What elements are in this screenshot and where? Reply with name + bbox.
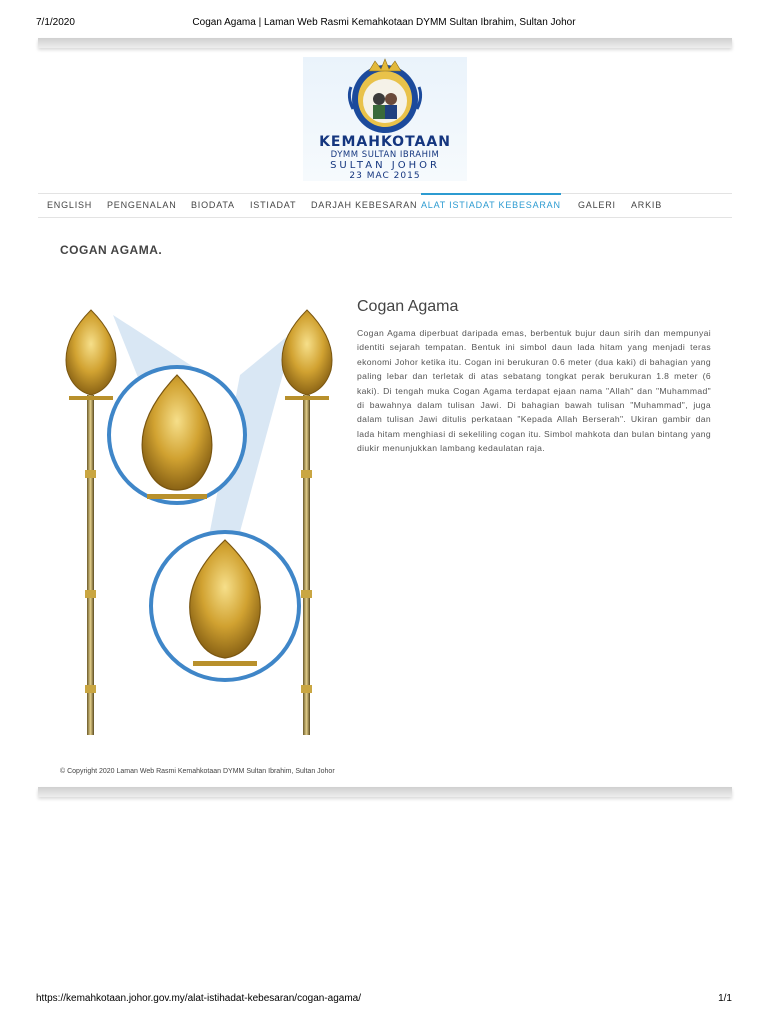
nav-item-alat-istiadat-kebesaran[interactable]: ALAT ISTIADAT KEBESARAN: [421, 193, 561, 218]
scepter-illustration: [55, 290, 345, 745]
article: [357, 298, 711, 456]
print-footer: [36, 993, 732, 1007]
print-date: 7/1/2020: [36, 17, 75, 28]
nav-item-pengenalan[interactable]: PENGENALAN: [107, 200, 177, 210]
site-logo[interactable]: [303, 57, 467, 181]
logo-line-3: SULTAN JOHOR: [330, 160, 440, 171]
bottom-shadow-bar: [38, 787, 732, 797]
logo-line-1: KEMAHKOTAAN: [319, 134, 451, 150]
article-body: Cogan Agama diperbuat daripada emas, berbentuk bujur daun sirih dan mempunyai identiti sejarah tempatan. Bentuk ini simbol daun lada hitam yang menjadi teras ekonomi Johor ketika itu. Cogan ini berukuran 0.6 meter (dua kaki) di bahagian yang paling lebar dan terletak di atas sebatang tongkat perak berukuran 1.8 meter (6 kaki). Di tengah muka Cogan Agama terdapat ejaan nama "Allah" dan "Muhammad" di bawahnya dalam tulisan Jawi. Di bahagian bawah tulisan "Muhammad", juga dalam tulisan Jawi ditulis perkataan "Kepada Allah Berserah". Ukiran gambir dan lada hitam menghiasi di sekeliling cogan itu. Simbol mahkota dan bulan bintang yang diukir menunjukkan lambang kedaulatan raja.: [357, 328, 711, 454]
nav-item-english[interactable]: ENGLISH: [47, 200, 93, 210]
print-title: Cogan Agama | Laman Web Rasmi Kemahkotaan DYMM Sultan Ibrahim, Sultan Johor: [192, 17, 576, 28]
print-url: https://kemahkotaan.johor.gov.my/alat-istihadat-kebesaran/cogan-agama/: [36, 993, 361, 1004]
top-shadow-bar: [38, 38, 732, 48]
main-nav: [38, 193, 732, 218]
nav-item-istiadat[interactable]: ISTIADAT: [250, 200, 297, 210]
nav-item-biodata[interactable]: BIODATA: [191, 200, 235, 210]
copyright-text: © Copyright 2020 Laman Web Rasmi Kemahkotaan DYMM Sultan Ibrahim, Sultan Johor: [60, 768, 335, 775]
logo-line-2: DYMM SULTAN IBRAHIM: [330, 150, 440, 160]
print-header: [36, 17, 732, 31]
page-title: COGAN AGAMA.: [60, 243, 163, 258]
nav-item-darjah-kebesaran[interactable]: DARJAH KEBESARAN: [311, 200, 418, 210]
print-page-number: 1/1: [718, 993, 732, 1004]
royal-crest-icon: [303, 57, 467, 137]
logo-line-4: 23 MAC 2015: [349, 171, 421, 181]
article-title: Cogan Agama: [357, 298, 459, 315]
nav-item-galeri[interactable]: GALERI: [578, 200, 616, 210]
nav-item-arkib[interactable]: ARKIB: [631, 200, 663, 210]
cogan-agama-image: [55, 290, 345, 745]
